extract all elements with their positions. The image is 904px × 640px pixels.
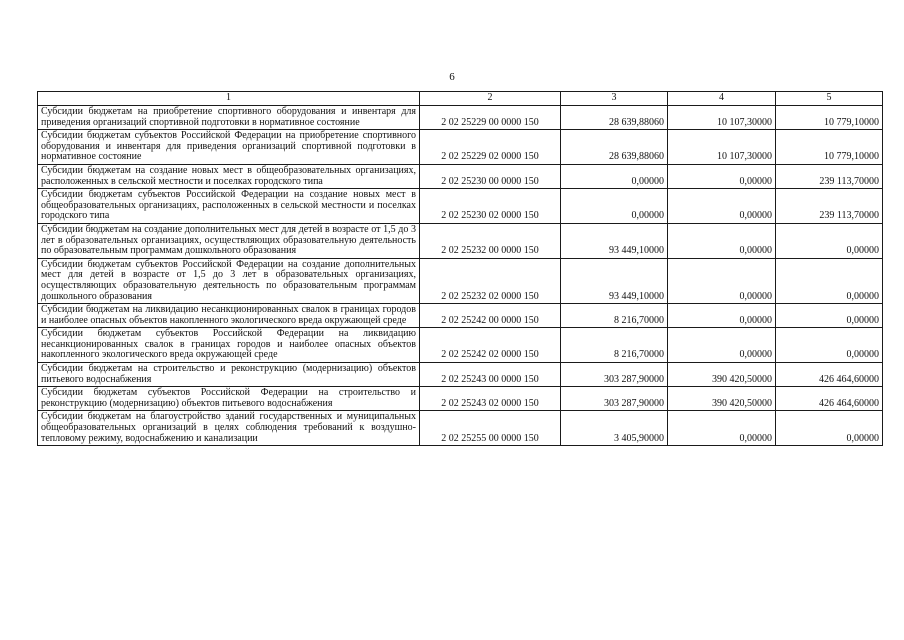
row-value-col3: 8 216,70000 — [561, 328, 668, 363]
table-row — [38, 164, 883, 188]
row-value-col5: 239 113,70000 — [776, 164, 883, 188]
row-name: Субсидии бюджетам на ликвидацию несанкционированных свалок в границах городов и наиболее опасных объектов накопленного экологического вреда окружающей среде — [41, 304, 416, 326]
row-value-col5: 426 464,60000 — [776, 387, 883, 411]
row-name-cell — [38, 304, 420, 328]
column-header-1: 1 — [38, 92, 420, 106]
table-row — [38, 363, 883, 387]
row-name: Субсидии бюджетам субъектов Российской Федерации на создание дополнительных мест для детей в возрасте от 1,5 до 3 лет в образовательных организациях, осуществляющих образовательную деятельность по образовательным программам дошкольного образования — [41, 258, 416, 302]
column-header-5: 5 — [776, 92, 883, 106]
row-code: 2 02 25243 00 0000 150 — [420, 363, 561, 387]
row-code: 2 02 25242 02 0000 150 — [420, 328, 561, 363]
row-name-cell — [38, 363, 420, 387]
table-row — [38, 387, 883, 411]
row-name-cell — [38, 130, 420, 165]
column-header-4: 4 — [668, 92, 776, 106]
table-row — [38, 328, 883, 363]
row-name-cell — [38, 258, 420, 303]
row-value-col5: 0,00000 — [776, 223, 883, 258]
table-row — [38, 130, 883, 165]
row-code: 2 02 25255 00 0000 150 — [420, 411, 561, 446]
row-name-cell — [38, 106, 420, 130]
row-value-col5: 10 779,10000 — [776, 130, 883, 165]
row-value-col3: 8 216,70000 — [561, 304, 668, 328]
table-row — [38, 304, 883, 328]
row-name: Субсидии бюджетам на создание дополнительных мест для детей в возрасте от 1,5 до 3 лет в образовательных организациях, осуществляющих образовательную деятельность по образовательным программам дошкольного образования — [41, 223, 416, 257]
row-value-col4: 390 420,50000 — [668, 387, 776, 411]
row-value-col3: 93 449,10000 — [561, 223, 668, 258]
row-value-col4: 0,00000 — [668, 411, 776, 446]
row-value-col5: 0,00000 — [776, 304, 883, 328]
row-name-cell — [38, 387, 420, 411]
row-value-col5: 0,00000 — [776, 411, 883, 446]
budget-table — [37, 91, 883, 446]
column-header-3: 3 — [561, 92, 668, 106]
row-name: Субсидии бюджетам субъектов Российской Федерации на ликвидацию несанкционированных свалок в границах городов и наиболее опасных объектов накопленного экологического вреда окружающей среде — [41, 328, 416, 361]
row-value-col5: 426 464,60000 — [776, 363, 883, 387]
row-value-col3: 303 287,90000 — [561, 387, 668, 411]
table-header — [38, 92, 883, 106]
row-name: Субсидии бюджетам на создание новых мест в общеобразовательных организациях, расположенных в сельской местности и поселках городского типа — [41, 164, 416, 187]
row-name: Субсидии бюджетам субъектов Российской Федерации на приобретение спортивного оборудования и инвентаря для приведения организаций спортивной подготовки в нормативное состояние — [41, 130, 416, 163]
page-number: 6 — [449, 71, 455, 83]
row-name-cell — [38, 328, 420, 363]
row-name-cell — [38, 411, 420, 446]
row-name: Субсидии бюджетам субъектов Российской Федерации на создание новых мест в общеобразовательных организациях, расположенных в сельской местности и поселках городского типа — [41, 189, 416, 222]
row-value-col4: 10 107,30000 — [668, 106, 776, 130]
header-row — [38, 92, 883, 106]
row-name: Субсидии бюджетам на приобретение спортивного оборудования и инвентаря для приведения организаций спортивной подготовки в нормативное состояние — [41, 106, 416, 128]
table-row — [38, 106, 883, 130]
row-code: 2 02 25232 00 0000 150 — [420, 223, 561, 258]
table-body — [38, 106, 883, 446]
row-value-col3: 93 449,10000 — [561, 258, 668, 303]
row-code: 2 02 25242 00 0000 150 — [420, 304, 561, 328]
row-value-col4: 0,00000 — [668, 164, 776, 188]
row-value-col5: 0,00000 — [776, 258, 883, 303]
row-code: 2 02 25230 02 0000 150 — [420, 189, 561, 224]
row-value-col4: 0,00000 — [668, 189, 776, 224]
table-row — [38, 189, 883, 224]
row-value-col4: 0,00000 — [668, 328, 776, 363]
row-name-cell — [38, 164, 420, 188]
row-code: 2 02 25232 02 0000 150 — [420, 258, 561, 303]
row-value-col4: 0,00000 — [668, 258, 776, 303]
column-header-2: 2 — [420, 92, 561, 106]
row-value-col3: 0,00000 — [561, 189, 668, 224]
row-value-col3: 28 639,88060 — [561, 130, 668, 165]
row-code: 2 02 25230 00 0000 150 — [420, 164, 561, 188]
row-value-col5: 0,00000 — [776, 328, 883, 363]
row-code: 2 02 25243 02 0000 150 — [420, 387, 561, 411]
row-value-col3: 0,00000 — [561, 164, 668, 188]
row-code: 2 02 25229 00 0000 150 — [420, 106, 561, 130]
table-row — [38, 258, 883, 303]
row-value-col5: 10 779,10000 — [776, 106, 883, 130]
row-code: 2 02 25229 02 0000 150 — [420, 130, 561, 165]
table-row — [38, 223, 883, 258]
row-value-col4: 10 107,30000 — [668, 130, 776, 165]
row-value-col4: 390 420,50000 — [668, 363, 776, 387]
table-row — [38, 411, 883, 446]
row-value-col3: 3 405,90000 — [561, 411, 668, 446]
row-value-col4: 0,00000 — [668, 223, 776, 258]
row-value-col3: 303 287,90000 — [561, 363, 668, 387]
row-value-col3: 28 639,88060 — [561, 106, 668, 130]
row-value-col4: 0,00000 — [668, 304, 776, 328]
row-name: Субсидии бюджетам на благоустройство зданий государственных и муниципальных общеобразовательных организаций в целях соблюдения требований к воздушно-тепловому режиму, водоснабжению и канализации — [41, 411, 416, 444]
row-name: Субсидии бюджетам субъектов Российской Федерации на строительство и реконструкцию (модернизацию) объектов питьевого водоснабжения — [41, 387, 416, 409]
row-name: Субсидии бюджетам на строительство и реконструкцию (модернизацию) объектов питьевого водоснабжения — [41, 363, 416, 385]
row-name-cell — [38, 189, 420, 224]
row-value-col5: 239 113,70000 — [776, 189, 883, 224]
row-name-cell — [38, 223, 420, 258]
